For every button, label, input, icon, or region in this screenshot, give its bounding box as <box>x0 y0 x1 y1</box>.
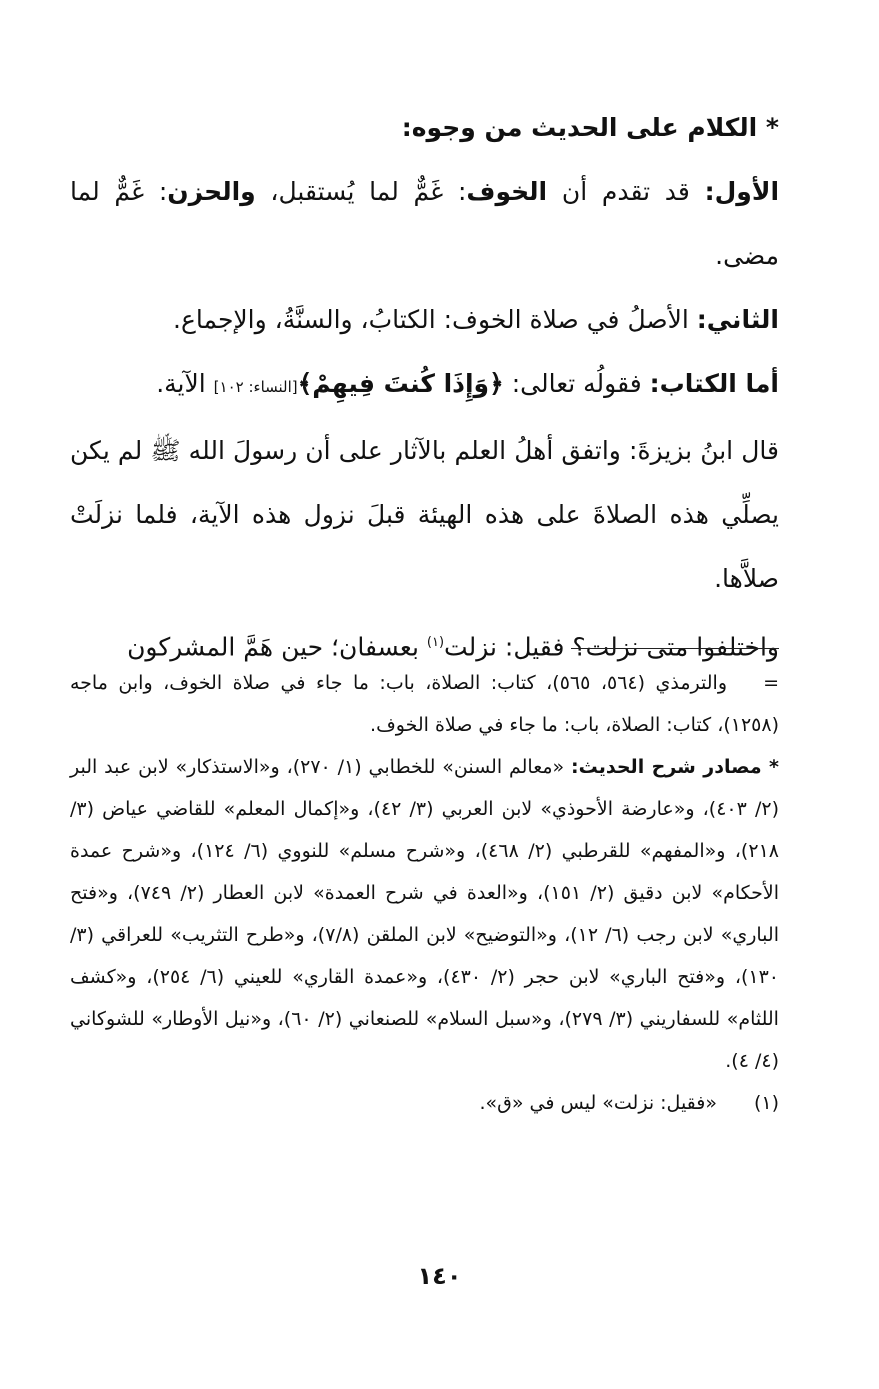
term-fear: الخوف <box>466 177 548 206</box>
text-segment: فقولُه تعالى: <box>503 369 650 398</box>
footnotes <box>70 662 779 1124</box>
label-second: الثاني: <box>696 305 779 334</box>
paragraph-ibn-bazizah: قال ابنُ بزيزةَ: واتفق أهلُ العلم بالآثار على أن رسولَ الله ﷺ لم يكن يصلِّي هذه الصلاةَ على هذه الهيئة قبلَ نزول هذه الآية، فلما نزلَتْ صلاَّها. <box>70 436 779 593</box>
footnote-1 <box>70 1082 779 1124</box>
sources-label: * مصادر شرح الحديث: <box>571 756 779 778</box>
main-text <box>70 96 779 679</box>
text-segment: واختلفوا متى نزلت؟ فقيل: نزلت <box>444 632 779 662</box>
term-grief: والحزن <box>167 177 256 206</box>
text-segment: الآية. <box>156 369 214 398</box>
continuation-mark: = <box>763 672 780 694</box>
footnote-separator <box>571 648 779 649</box>
text-segment: الأصلُ في صلاة الخوف: الكتابُ، والسنَّةُ، والإجماع. <box>173 305 697 334</box>
text-segment: : غَمٌّ لما مضى. <box>70 177 779 270</box>
text-segment: «معالم السنن» للخطابي (١/ ٢٧٠)، و«الاستذكار» لابن عبد البر (٢/ ٤٠٣)، و«عارضة الأحوذي» لابن العربي (٣/ ٤٢)، و«إكمال المعلم» للقاضي عياض (٣/ ٢١٨)، و«المفهم» للقرطبي (٢/ ٤٦٨)، و«شرح مسلم» للنووي (٦/ ١٢٤)، و«شرح عمدة الأحكام» لابن دقيق (٢/ ١٥١)، و«العدة في شرح العمدة» لابن العطار (٢/ ٧٤٩)، و«فتح الباري» لابن رجب (٦/ ١٢)، و«التوضيح» لابن الملقن (٧/٨)، و«طرح التثريب» للعراقي (٣/ ١٣٠)، و«فتح الباري» لابن حجر (٢/ ٤٣٠)، و«عمدة القاري» للعيني (٦/ ٢٥٤)، و«كشف اللثام» للسفاريني (٣/ ٢٧٩)، و«سبل السلام» للصنعاني (٢/ ٦٠)، و«نيل الأوطار» للشوكاني (٤/ ٤). <box>70 756 779 1072</box>
footnote-marker[interactable]: (١) <box>426 635 445 650</box>
paragraph-first-point <box>70 160 779 288</box>
paragraph-book-evidence <box>70 352 779 419</box>
verse-reference: [النساء: ١٠٢] <box>213 378 298 396</box>
quran-verse: ﴿وَإِذَا كُنتَ فِيهِمْ﴾ <box>297 369 504 398</box>
label-book: أما الكتاب: <box>649 369 779 398</box>
text-segment: بعسفان؛ حين هَمَّ المشركون <box>127 632 427 662</box>
page-number: ١٤٠ <box>417 1262 462 1290</box>
text-segment: والترمذي (٥٦٤، ٥٦٥)، كتاب: الصلاة، باب: ما جاء في صلاة الخوف، وابن ماجه (١٢٥٨)، كتاب: الصلاة، باب: ما جاء في صلاة الخوف. <box>70 672 779 736</box>
text-segment: : غَمٌّ لما يُستقبل، <box>255 177 467 206</box>
text-segment: «فقيل: نزلت» ليس في «ق». <box>479 1092 717 1114</box>
section-heading: * الكلام على الحديث من وجوه: <box>401 113 779 142</box>
footnote-continuation <box>70 662 779 746</box>
footnote-number: (١) <box>753 1092 779 1114</box>
paragraph-second-point <box>70 288 779 352</box>
label-first: الأول: <box>704 177 780 206</box>
footnote-sources <box>70 746 779 1082</box>
text-segment: قد تقدم أن <box>547 177 705 206</box>
